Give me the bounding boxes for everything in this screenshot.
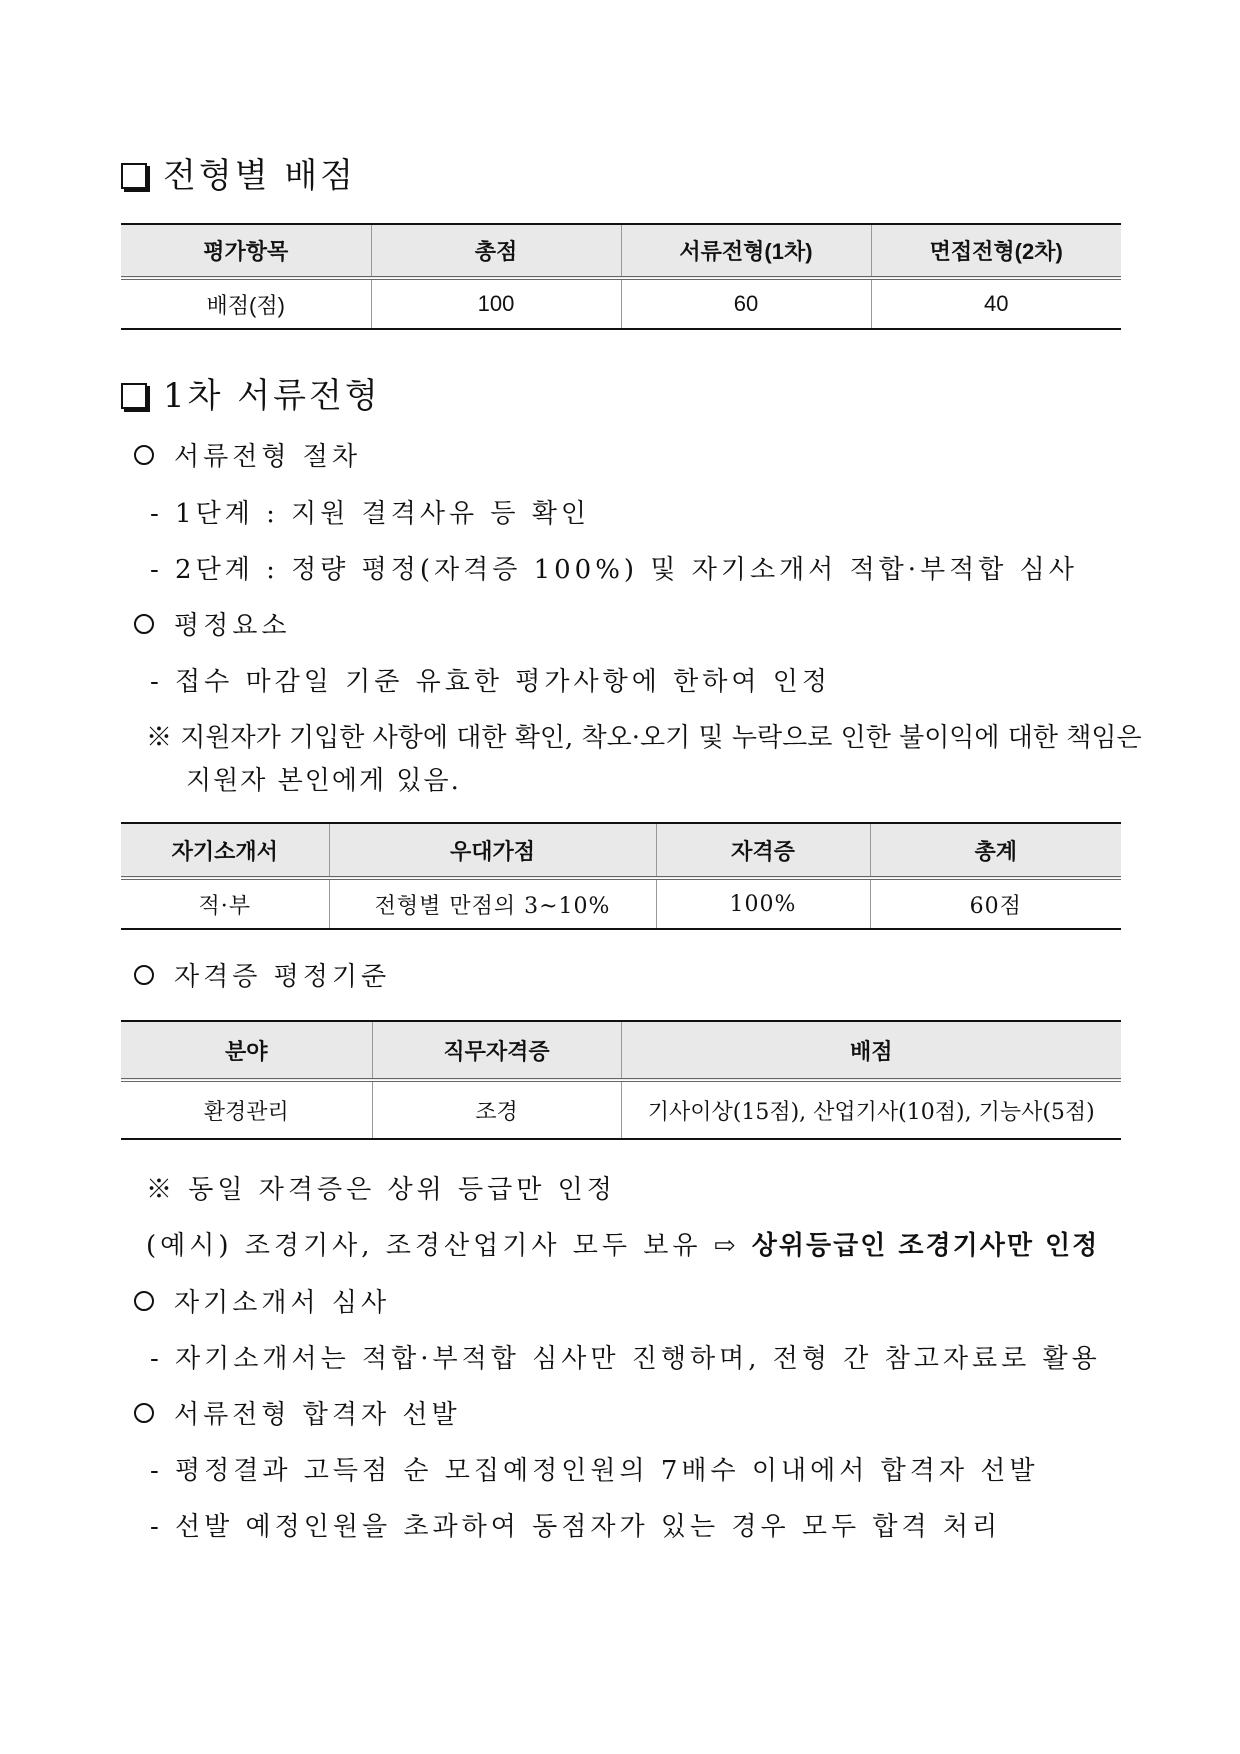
bullet-certificate-criteria	[134, 956, 390, 993]
table-header-cell: 서류전형(1차)	[621, 224, 871, 278]
circle-bullet-icon	[134, 614, 154, 634]
table-header-cell: 면접전형(2차)	[871, 224, 1121, 278]
selection-sub-2: - 선발 예정인원을 초과하여 동점자가 있는 경우 모두 합격 처리	[150, 1512, 1002, 1542]
table-cell: 60점	[870, 878, 1121, 929]
table-cell: 60	[621, 278, 871, 329]
square-bullet-icon	[121, 383, 147, 409]
table-cell: 적·부	[198, 893, 251, 919]
bullet-evaluation-elements	[134, 605, 290, 642]
table-header-cell: 자기소개서	[121, 823, 329, 878]
example-emphasis: 상위등급인 조경기사만 인정	[751, 1231, 1100, 1261]
bullet-text: 서류전형 절차	[174, 442, 361, 472]
note-same-certificate: ※ 동일 자격증은 상위 등급만 인정	[146, 1175, 616, 1205]
table-header-cell: 총계	[870, 823, 1121, 878]
bullet-text: 서류전형 합격자 선발	[174, 1400, 461, 1430]
step-2: - 2단계 : 정량 평정(자격증 100%) 및 자기소개서 적합·부적합 심사	[150, 555, 1078, 585]
table-cell: 환경관리	[203, 1099, 289, 1125]
table-cell: 기사이상(15점), 산업기사(10점), 기능사(5점)	[621, 1080, 1121, 1139]
self-introduction-sub: - 자기소개서는 적합·부적합 심사만 진행하며, 전형 간 참고자료로 활용	[150, 1344, 1101, 1374]
table-cell: 100%	[656, 878, 870, 929]
section-title-text: 전형별 배점	[163, 156, 357, 196]
example-prefix: (예시) 조경기사, 조경산업기사 모두 보유 ⇨	[146, 1231, 740, 1261]
table-header-cell: 배점	[621, 1021, 1121, 1080]
step-1: - 1단계 : 지원 결격사유 등 확인	[150, 499, 590, 529]
table-row	[121, 1080, 1121, 1139]
bullet-selection	[134, 1394, 461, 1431]
table-header-row	[121, 1021, 1121, 1080]
circle-bullet-icon	[134, 445, 154, 465]
table-header-cell: 평가항목	[121, 224, 371, 278]
selection-sub-1: - 평정결과 고득점 순 모집예정인원의 7배수 이내에서 합격자 선발	[150, 1456, 1039, 1486]
circle-bullet-icon	[134, 965, 154, 985]
certificate-table	[121, 1020, 1121, 1140]
table-header-cell: 자격증	[656, 823, 870, 878]
table-header-row	[121, 224, 1121, 278]
table-row	[121, 878, 1121, 929]
evaluation-sub-1: - 접수 마감일 기준 유효한 평가사항에 한하여 인정	[150, 667, 831, 697]
table-cell: 40	[871, 278, 1121, 329]
note-applicant-responsibility-1: ※ 지원자가 기입한 사항에 대한 확인, 착오·오기 및 누락으로 인한 불이익에 대한 책임은	[146, 723, 1142, 753]
circle-bullet-icon	[134, 1403, 154, 1423]
table-header-cell: 우대가점	[329, 823, 656, 878]
table-row	[121, 278, 1121, 329]
bullet-procedure	[134, 436, 361, 473]
table-header-cell: 총점	[371, 224, 621, 278]
example-line	[146, 1225, 1099, 1262]
bullet-text: 자기소개서 심사	[174, 1288, 391, 1318]
table-cell: 조경	[372, 1080, 621, 1139]
scoring-table	[121, 223, 1121, 330]
section-title-document-screening	[121, 368, 381, 417]
table-cell: 100	[371, 278, 621, 329]
bullet-self-introduction	[134, 1282, 390, 1319]
evaluation-table	[121, 822, 1121, 930]
note-applicant-responsibility-2: 지원자 본인에게 있음.	[186, 766, 461, 796]
table-cell: 배점(점)	[206, 292, 285, 318]
table-header-cell: 분야	[121, 1021, 372, 1080]
bullet-text: 자격증 평정기준	[174, 962, 391, 992]
bullet-text: 평정요소	[174, 611, 291, 641]
table-header-row	[121, 823, 1121, 878]
table-cell: 전형별 만점의 3~10%	[329, 878, 656, 929]
section-title-scoring	[121, 148, 356, 197]
square-bullet-icon	[121, 163, 147, 189]
circle-bullet-icon	[134, 1291, 154, 1311]
section-title-text: 1차 서류전형	[163, 376, 381, 416]
table-header-cell: 직무자격증	[372, 1021, 621, 1080]
